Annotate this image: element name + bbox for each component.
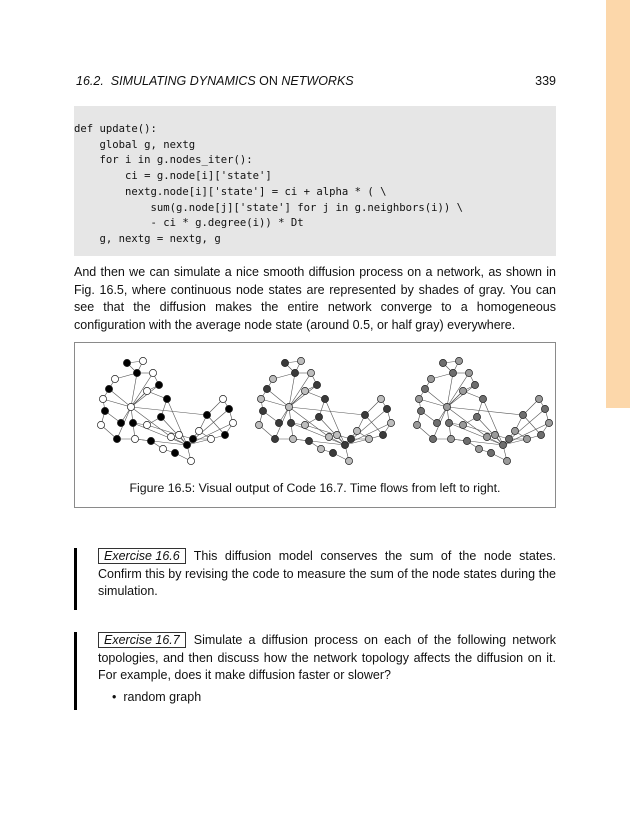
network-edge <box>267 389 289 407</box>
network-node <box>541 405 548 412</box>
network-node <box>189 435 196 442</box>
network-snapshot <box>97 357 236 464</box>
network-node <box>429 435 436 442</box>
network-node <box>465 369 472 376</box>
network-edge <box>477 417 503 445</box>
network-node <box>113 435 120 442</box>
network-node <box>317 445 324 452</box>
network-node <box>307 369 314 376</box>
network-node <box>123 359 130 366</box>
code-line: g, nextg = nextg, g <box>74 232 221 245</box>
network-snapshot <box>413 357 552 464</box>
network-node <box>297 357 304 364</box>
chapter-side-tab <box>606 0 630 408</box>
network-node <box>443 403 450 410</box>
network-node <box>353 427 360 434</box>
network-node <box>511 427 518 434</box>
network-node <box>329 449 336 456</box>
network-node <box>413 421 420 428</box>
network-node <box>195 427 202 434</box>
network-node <box>333 431 340 438</box>
network-node <box>523 435 530 442</box>
network-visualization <box>75 343 555 475</box>
network-node <box>459 387 466 394</box>
network-edge <box>523 415 541 435</box>
exercise-body <box>98 548 556 601</box>
network-edge <box>365 415 383 435</box>
network-node <box>131 435 138 442</box>
network-node <box>259 407 266 414</box>
network-node <box>263 385 270 392</box>
network-node <box>365 435 372 442</box>
network-node <box>487 449 494 456</box>
network-node <box>167 433 174 440</box>
exercise-text: This diffusion model conserves the sum of the node states. Confirm this by revising the code to measure the sum of the node states during the simulation. <box>98 549 556 599</box>
network-node <box>143 387 150 394</box>
network-node <box>229 419 236 426</box>
network-node <box>475 445 482 452</box>
code-line: global g, nextg <box>74 138 196 151</box>
network-node <box>159 445 166 452</box>
network-node <box>207 435 214 442</box>
network-node <box>281 359 288 366</box>
running-head-title: 16.2. SIMULATING DYNAMICS ON NETWORKS <box>76 74 354 88</box>
code-line: sum(g.node[j]['state'] for j in g.neighbors(i)) \ <box>74 201 464 214</box>
network-edge <box>109 389 131 407</box>
network-node <box>155 381 162 388</box>
code-listing <box>74 106 556 256</box>
exercise-label: Exercise 16.7 <box>98 632 186 648</box>
network-node <box>143 421 150 428</box>
code-line: for i in g.nodes_iter(): <box>74 154 253 167</box>
network-node <box>285 403 292 410</box>
network-node <box>491 431 498 438</box>
network-node <box>315 413 322 420</box>
network-edge <box>289 407 329 437</box>
network-node <box>321 395 328 402</box>
network-node <box>377 395 384 402</box>
network-node <box>269 375 276 382</box>
network-snapshot <box>255 357 394 464</box>
body-paragraph: And then we can simulate a nice smooth diffusion process on a network, as shown in Fig. 16.5, where continuous node states are represented by shades of gray. You can see that the diffusion makes the entire network converge to a homogeneous configuration with the average node state (around 0.5, or half gray) everywhere. <box>74 265 556 332</box>
network-edge <box>305 425 337 435</box>
network-node <box>313 381 320 388</box>
network-node <box>291 369 298 376</box>
network-node <box>305 437 312 444</box>
network-node <box>157 413 164 420</box>
network-node <box>163 395 170 402</box>
network-node <box>139 357 146 364</box>
network-node <box>347 435 354 442</box>
network-node <box>97 421 104 428</box>
figure-caption: Figure 16.5: Visual output of Code 16.7. Time flows from left to right. <box>129 481 501 495</box>
network-edge <box>103 399 131 407</box>
network-edge <box>131 407 171 437</box>
network-node <box>459 421 466 428</box>
network-node <box>503 457 510 464</box>
code-line: def update(): <box>74 123 157 135</box>
network-node <box>499 441 506 448</box>
network-node <box>471 381 478 388</box>
network-node <box>545 419 552 426</box>
network-node <box>449 369 456 376</box>
list-item: • random graph <box>112 689 202 704</box>
network-node <box>203 411 210 418</box>
network-node <box>439 359 446 366</box>
network-node <box>341 441 348 448</box>
network-node <box>535 395 542 402</box>
network-edge <box>161 417 187 445</box>
network-node <box>463 437 470 444</box>
network-node <box>445 419 452 426</box>
exercise-16-6 <box>74 548 556 610</box>
network-node <box>301 387 308 394</box>
network-node <box>117 419 124 426</box>
exercise-bar <box>74 548 77 610</box>
exercise-16-7 <box>74 632 556 710</box>
exercise-body <box>98 632 556 706</box>
network-node <box>129 419 136 426</box>
network-node <box>147 437 154 444</box>
network-node <box>455 357 462 364</box>
network-node <box>301 421 308 428</box>
exercise-text: Simulate a diffusion process on each of the following network topologies, and then discuss how the network topology affects the diffusion on it. For example, does it make diffusion faster or slower? <box>98 633 556 683</box>
network-node <box>225 405 232 412</box>
network-edge <box>289 407 365 415</box>
network-node <box>447 435 454 442</box>
network-edge <box>447 407 523 415</box>
network-node <box>219 395 226 402</box>
network-node <box>415 395 422 402</box>
network-node <box>519 411 526 418</box>
network-edge <box>319 417 345 445</box>
network-node <box>361 411 368 418</box>
network-node <box>473 413 480 420</box>
network-edge <box>147 425 179 435</box>
network-node <box>325 433 332 440</box>
network-node <box>433 419 440 426</box>
network-node <box>271 435 278 442</box>
network-node <box>255 421 262 428</box>
network-node <box>99 395 106 402</box>
network-node <box>345 457 352 464</box>
network-node <box>287 419 294 426</box>
exercise-label: Exercise 16.6 <box>98 548 186 564</box>
network-edge <box>463 425 495 435</box>
code-line: ci = g.node[i]['state'] <box>74 170 272 183</box>
network-node <box>149 369 156 376</box>
network-edge <box>425 389 447 407</box>
network-node <box>417 407 424 414</box>
network-node <box>175 431 182 438</box>
network-node <box>383 405 390 412</box>
network-node <box>379 431 386 438</box>
network-node <box>133 369 140 376</box>
network-node <box>387 419 394 426</box>
running-head <box>76 74 556 92</box>
network-node <box>105 385 112 392</box>
network-node <box>289 435 296 442</box>
network-node <box>171 449 178 456</box>
figure-16-5 <box>74 342 556 508</box>
network-node <box>483 433 490 440</box>
network-node <box>127 403 134 410</box>
network-node <box>111 375 118 382</box>
network-edge <box>419 399 447 407</box>
code-text <box>74 106 556 248</box>
code-line: - ci * g.degree(i)) * Dt <box>74 217 304 230</box>
network-node <box>537 431 544 438</box>
code-line: nextg.node[i]['state'] = ci + alpha * ( \ <box>74 185 387 198</box>
network-node <box>421 385 428 392</box>
network-node <box>505 435 512 442</box>
exercise-bar <box>74 632 77 710</box>
network-node <box>275 419 282 426</box>
network-node <box>183 441 190 448</box>
network-node <box>101 407 108 414</box>
network-edge <box>447 407 487 437</box>
network-edge <box>207 415 225 435</box>
network-node <box>479 395 486 402</box>
network-edge <box>261 399 289 407</box>
network-node <box>221 431 228 438</box>
network-node <box>427 375 434 382</box>
page-number: 339 <box>535 74 556 88</box>
network-node <box>257 395 264 402</box>
network-node <box>187 457 194 464</box>
network-edge <box>131 407 207 415</box>
